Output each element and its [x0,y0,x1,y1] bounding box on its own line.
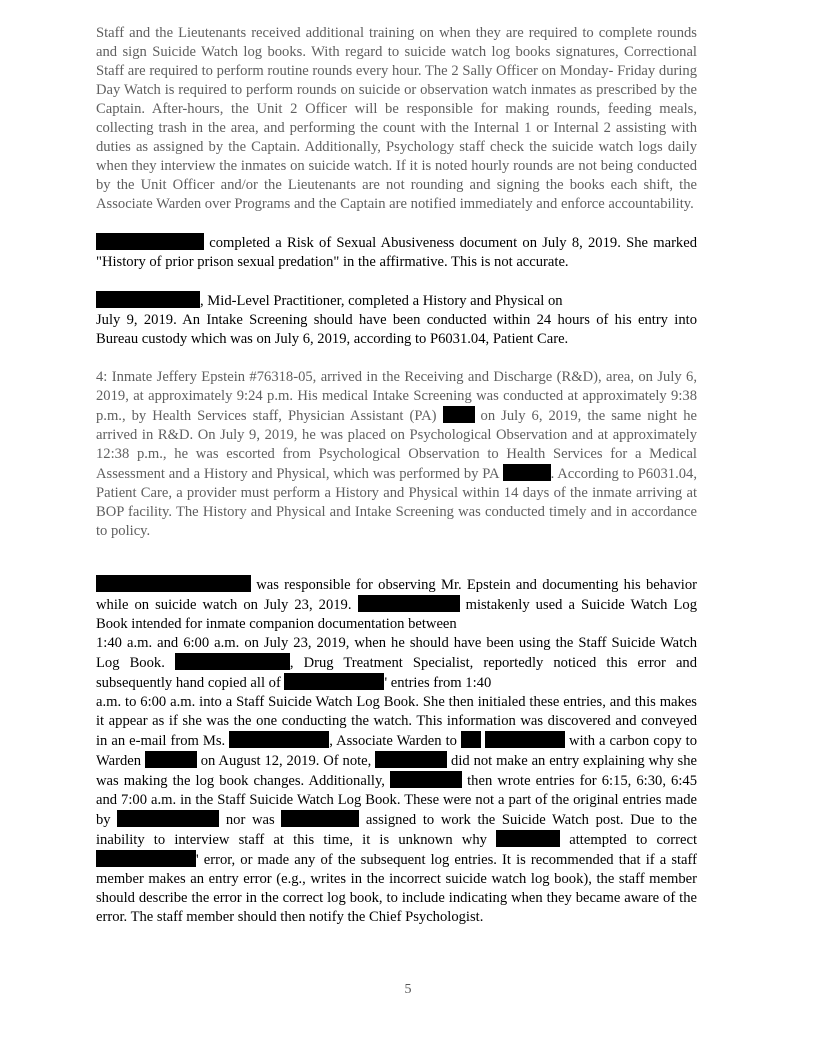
redaction-block [496,830,560,847]
redaction-block [145,751,197,768]
redaction-block [284,673,384,690]
redaction-block [443,406,475,423]
redaction-block [281,810,359,827]
redaction-block [461,731,481,748]
page-number: 5 [404,982,412,997]
paragraph-history-physical: , Mid-Level Practitioner, completed a History and Physical on July 9, 2019. An Intake Screening should have been conducted within 24 hours of his entry into Bureau custody which was on July 6, 2019, according to P6031.04, Patient Care. [96,293,697,347]
redaction-block [375,751,447,768]
paragraph-risk-assessment: completed a Risk of Sexual Abusiveness document on July 8, 2019. She marked "History of prior prison sexual predation" in the affirmative. This is not accurate. [96,235,697,270]
redaction-block [229,731,329,748]
paragraph-log-book: was responsible for observing Mr. Epstein and documenting his behavior while on suicide watch on July 23, 2019. mistakenly used a Suicide Watch Log Book intended for inmate companion documentation between 1:40 a.m. and 6:00 a.m. on July 23, 2019, when he should have been using the Staff Suicide Watch Log Book. , Drug Treatment Specialist, reportedly noticed this error and subsequently hand copied all of ' entries from 1:40 a.m. to 6:00 a.m. into a Staff Suicide Watch Log Book. She then initialed these entries, and this makes it appear as if she was the one conducting the watch. This information was discovered and conveyed in an e-mail from Ms. , Associate Warden to with a carbon copy to Warden on August 12, 2019. Of note, did not make an entry explaining why she was making the log book changes. Additionally, then wrote entries for 6:15, 6:30, 6:45 and 7:00 a.m. in the Staff Suicide Watch Log Book. These were not a part of the original entries made by nor was assigned to work the Suicide Watch post. Due to the inability to interview staff at this time, it is unknown why attempted to correct ' error, or made any of the subsequent log entries. It is recommended that if a staff member makes an entry error (e.g., writes in the incorrect suicide watch log book), the staff member should describe the error in the correct log book, to include indicating when they became aware of the error. The staff member should then notify the Chief Psychologist. [96,577,698,925]
paragraph-intake: 4: Inmate Jeffery Epstein #76318-05, arrived in the Receiving and Discharge (R&D), area, on July 6, 2019, at approximately 9:24 p.m. His medical Intake Screening was conducted at approximately 9:38 p.m., by Health Services staff, Physician Assistant (PA) on July 6, 2019, the same night he arrived in R&D. On July 9, 2019, he was placed on Psychological Observation and at approximately 12:38 p.m., he was escorted from Psychological Observation to Health Services for a Medical Assessment and a History and Physical, which was performed by PA . According to P6031.04, Patient Care, a provider must perform a History and Physical within 14 days of the inmate arriving at BOP facility. The History and Physical and Intake Screening was conducted timely and in accordance to policy. [96,369,698,539]
redaction-block [175,653,290,670]
redaction-block [358,595,460,612]
redaction-block [485,731,565,748]
redaction-block [390,771,462,788]
document-body [96,24,697,927]
redaction-block [117,810,219,827]
redaction-block [96,291,200,308]
paragraph-training: Staff and the Lieutenants received additional training on when they are required to complete rounds and sign Suicide Watch log books. With regard to suicide watch log books signatures, Correctional Staff are required to perform routine rounds every hour. The 2 Sally Officer on Monday- Friday during Day Watch is required to perform rounds on suicide or observation watch inmates as prescribed by the Captain. After-hours, the Unit 2 Officer will be responsible for making rounds, feeding meals, collecting trash in the area, and performing the count with the Internal 1 or Internal 2 assisting with duties as assigned by the Captain. Additionally, Psychology staff check the suicide watch logs daily when they interview the inmates on suicide watch. If it is noted hourly rounds are not being conducted by the Unit Officer and/or the Lieutenants are not rounding and signing the books each shift, the Associate Warden over Programs and the Captain are notified immediately and enforce accountability. [96,25,697,212]
redaction-block [96,850,196,867]
redaction-block [96,233,204,250]
redaction-block [503,464,551,481]
redaction-block [96,575,251,592]
